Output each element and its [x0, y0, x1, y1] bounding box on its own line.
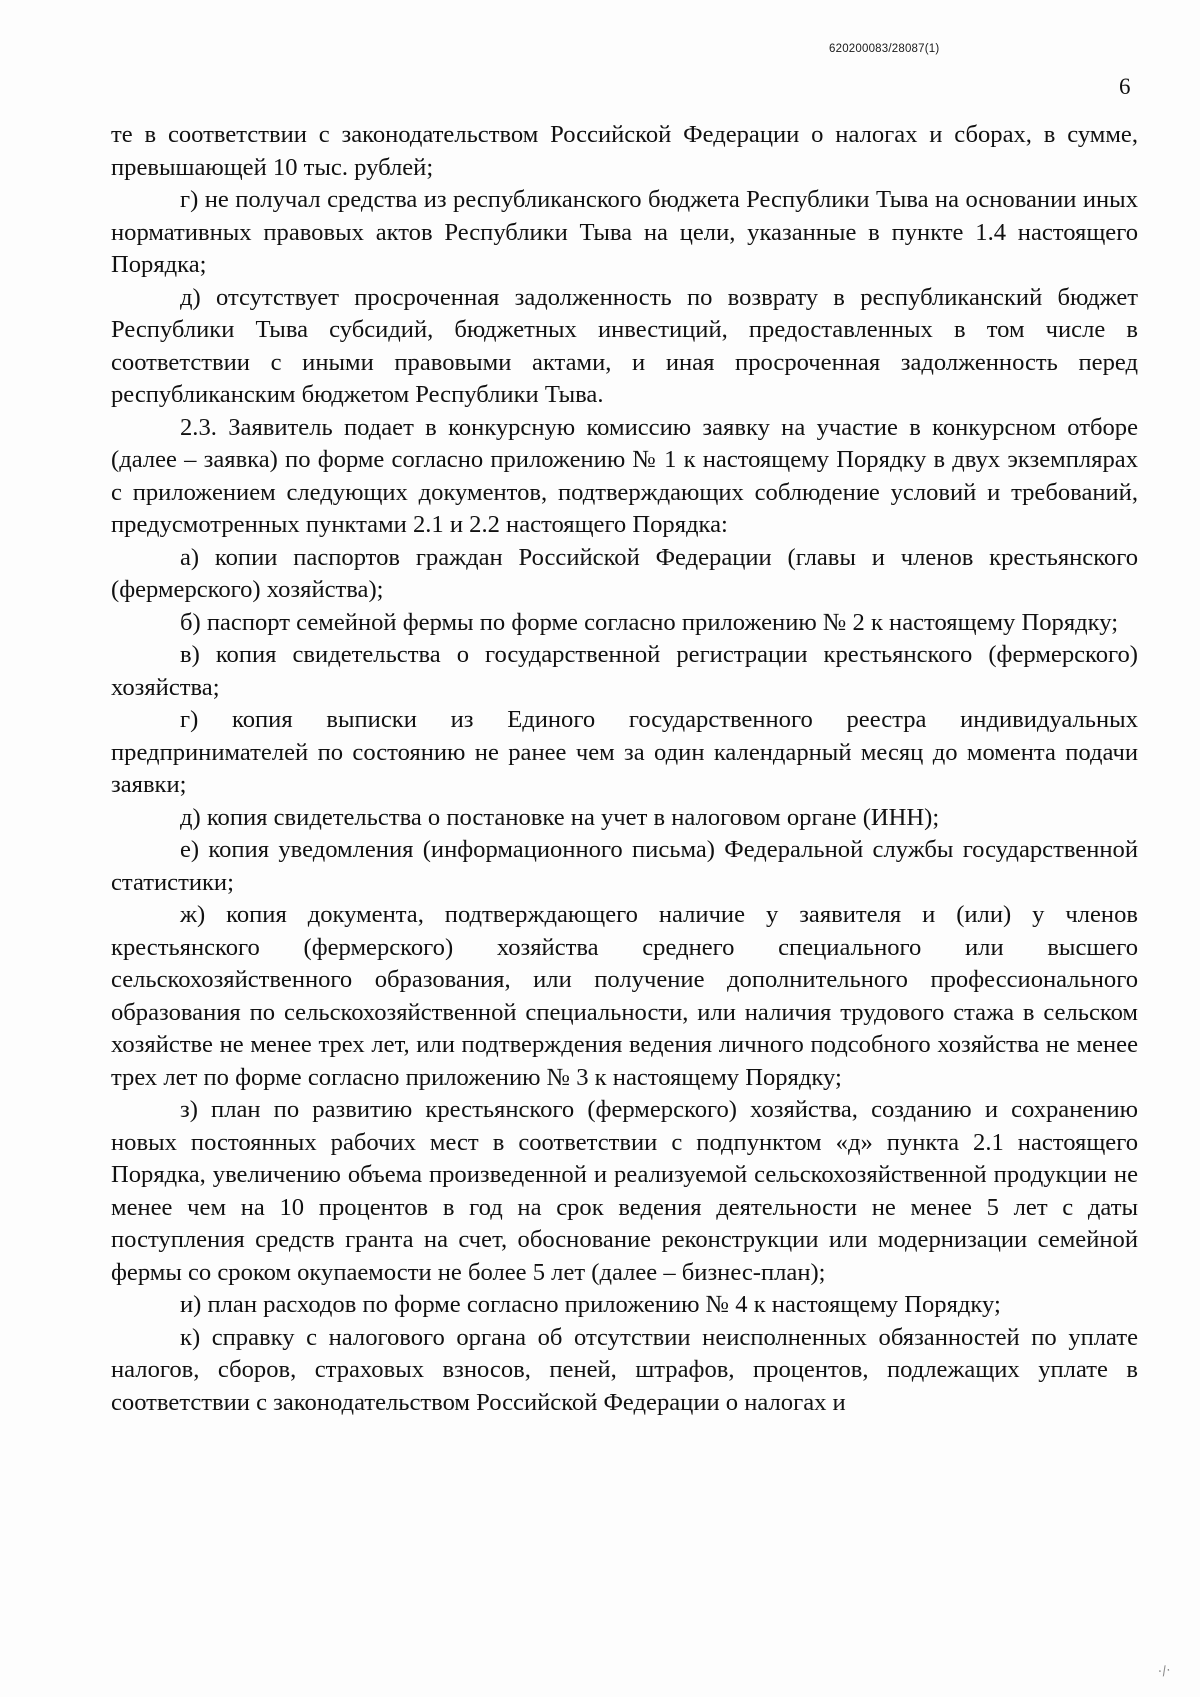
paragraph-item-d-debt: д) отсутствует просроченная задолженность по возврату в республиканский бюджет Республики Тыва субсидий, бюджетных инвестиций, предоставленных в том числе в соответствии с иными правовыми актами, и иная просроченная задолженность перед республиканским бюджетом Республики Тыва.	[111, 283, 1138, 408]
document-id: 620200083/28087(1)	[829, 43, 940, 55]
paragraph-item-g-register-extract: г) копия выписки из Единого государственного реестра индивидуальных предпринимателей по состоянию не ранее чем за один календарный месяц до момента подачи заявки;	[111, 706, 1138, 798]
document-body	[111, 119, 1138, 1419]
paragraph-item-a-passports: а) копии паспортов граждан Российской Федерации (главы и членов крестьянского (фермерского) хозяйства);	[111, 543, 1138, 603]
paragraph-item-b-farm-passport: б) паспорт семейной фермы по форме согласно приложению № 2 к настоящему Порядку;	[180, 608, 1119, 636]
paragraph-item-d-inn: д) копия свидетельства о постановке на учет в налоговом органе (ИНН);	[180, 803, 940, 831]
paragraph-item-g-budget: г) не получал средства из республиканского бюджета Республики Тыва на основании иных нормативных правовых актов Республики Тыва на цели, указанные в пункте 1.4 настоящего Порядка;	[111, 186, 1138, 278]
paragraph-section-2-3: 2.3. Заявитель подает в конкурсную комиссию заявку на участие в конкурсном отборе (далее – заявка) по форме согласно приложению № 1 к настоящему Порядку в двух экземплярах с приложением следующих документов, подтверждающих соблюдение условий и требований, предусмотренных пунктами 2.1 и 2.2 настоящего Порядка:	[111, 413, 1138, 538]
paragraph-item-v-registration: в) копия свидетельства о государственной регистрации крестьянского (фермерского) хозяйства;	[111, 641, 1138, 701]
scan-mark: ·/·	[1157, 1663, 1172, 1680]
paragraph-item-z-business-plan: з) план по развитию крестьянского (фермерского) хозяйства, созданию и сохранению новых постоянных рабочих мест в соответствии с подпунктом «д» пункта 2.1 настоящего Порядка, увеличению объема произведенной и реализуемой сельскохозяйственной продукции не менее чем на 10 процентов в год на срок ведения деятельности не менее 5 лет с даты поступления средств гранта на счет, обоснование реконструкции или модернизации семейной фермы со сроком окупаемости не более 5 лет (далее – бизнес-план);	[111, 1096, 1138, 1286]
paragraph-item-i-expense-plan: и) план расходов по форме согласно приложению № 4 к настоящему Порядку;	[180, 1291, 1001, 1318]
paragraph-item-k-tax-certificate: к) справку с налогового органа об отсутствии неисполненных обязанностей по уплате налогов, сборов, страховых взносов, пеней, штрафов, процентов, подлежащих уплате в соответствии с законодательством Российской Федерации о налогах и	[111, 1323, 1138, 1416]
page-number: 6	[1119, 74, 1131, 99]
paragraph-item-e-statistics: е) копия уведомления (информационного письма) Федеральной службы государственной статистики;	[111, 836, 1138, 896]
paragraph-item-zh-education: ж) копия документа, подтверждающего наличие у заявителя и (или) у членов крестьянского (фермерского) хозяйства среднего специального или высшего сельскохозяйственного образования, или получение дополнительного профессионального образования по сельскохозяйственной специальности, или наличия трудового стажа в сельском хозяйстве не менее трех лет, или подтверждения ведения личного подсобного хозяйства не менее трех лет по форме согласно приложению № 3 к настоящему Порядку;	[111, 901, 1138, 1091]
paragraph-continuation: те в соответствии с законодательством Российской Федерации о налогах и сборах, в сумме, превышающей 10 тыс. рублей;	[111, 121, 1138, 181]
